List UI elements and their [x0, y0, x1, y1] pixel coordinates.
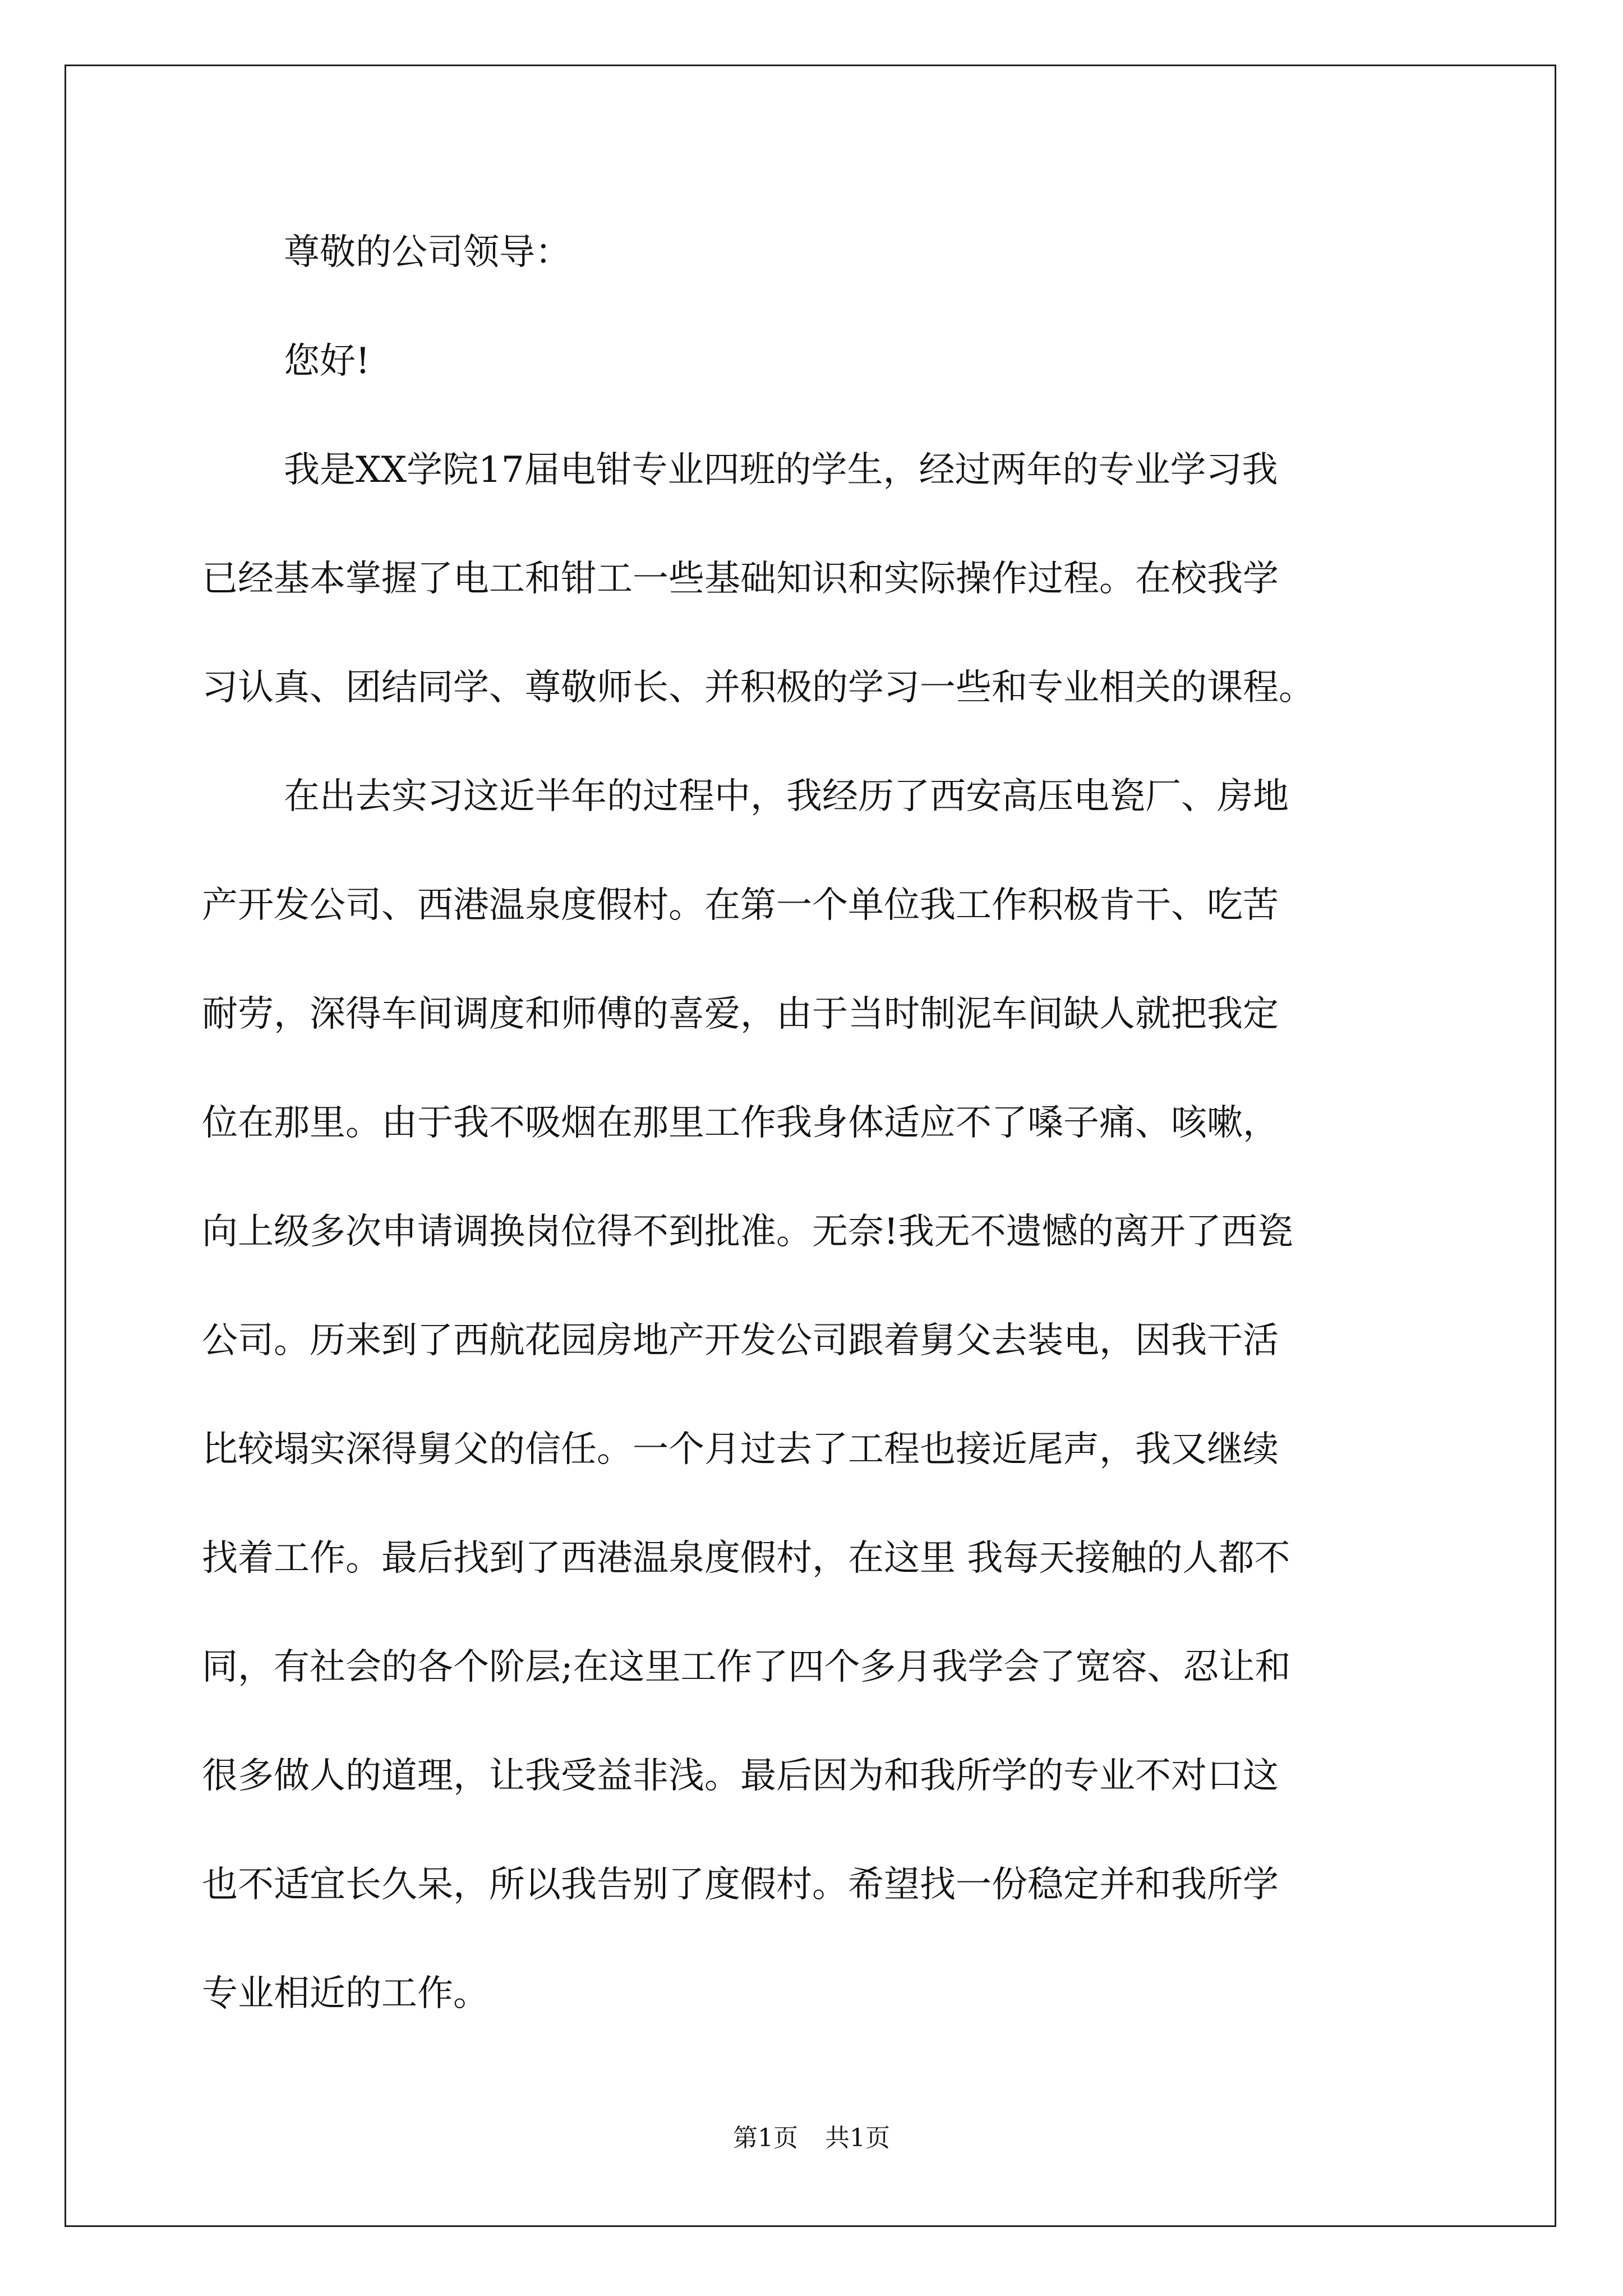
- text-line-8: 耐劳，深得车间调度和师傅的喜爱，由于当时制泥车间缺人就把我定: [202, 993, 1279, 1035]
- page-total: 共1页: [825, 2124, 890, 2152]
- text-line-16: 也不适宜长久呆，所以我告别了度假村。希望找一份稳定并和我所学: [202, 1864, 1279, 1906]
- text-line-5: 习认真、团结同学、尊敬师长、并积极的学习一些和专业相关的课程。: [202, 667, 1315, 708]
- page-footer: [0, 2122, 1623, 2155]
- text-line-14: 同，有社会的各个阶层;在这里工作了四个多月我学会了宽容、忍让和: [202, 1646, 1291, 1688]
- page-number: 第1页: [733, 2124, 798, 2152]
- text-line-7: 产开发公司、西港温泉度假村。在第一个单位我工作积极肯干、吃苦: [202, 885, 1279, 926]
- text-line-11: 公司。历来到了西航花园房地产开发公司跟着舅父去装电，因我干活: [202, 1320, 1279, 1361]
- text-line-9: 位在那里。由于我不吸烟在那里工作我身体适应不了嗓子痛、咳嗽，: [202, 1102, 1279, 1144]
- text-line-15: 很多做人的道理，让我受益非浅。最后因为和我所学的专业不对口这: [202, 1755, 1279, 1797]
- text-line-3: 我是XX学院17届电钳专业四班的学生，经过两年的专业学习我: [284, 449, 1278, 491]
- text-line-13: 找着工作。最后找到了西港温泉度假村，在这里 我每天接触的人都不: [202, 1538, 1290, 1579]
- text-line-1: 尊敬的公司领导：: [284, 232, 571, 273]
- text-line-17: 专业相近的工作。: [202, 1973, 489, 2014]
- text-line-12: 比较塌实深得舅父的信任。一个月过去了工程也接近尾声，我又继续: [202, 1429, 1279, 1470]
- text-line-10: 向上级多次申请调换岗位得不到批准。无奈!我无不遗憾的离开了西瓷: [202, 1211, 1293, 1253]
- text-line-2: 您好!: [284, 341, 370, 382]
- text-line-4: 已经基本掌握了电工和钳工一些基础知识和实际操作过程。在校我学: [202, 558, 1279, 600]
- document-body: [202, 224, 1424, 2074]
- text-line-6: 在出去实习这近半年的过程中，我经历了西安高压电瓷厂、房地: [284, 776, 1289, 817]
